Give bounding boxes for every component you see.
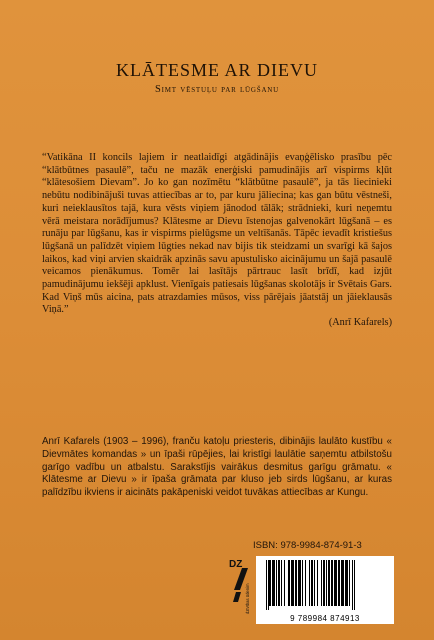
barcode-bar [281, 560, 282, 606]
author-bio [42, 436, 392, 500]
barcode-bar [278, 560, 280, 606]
publisher-logo [228, 556, 252, 616]
barcode-bar [334, 560, 337, 606]
barcode-bar [269, 560, 271, 606]
barcode-bar [276, 560, 277, 606]
barcode-bar [291, 560, 294, 606]
barcode-bar [341, 560, 344, 606]
author-bio-text: Anrī Kafarels (1903 – 1996), franču katoļu priesteris, dibinājis laulāto kustību « Dievmātes komandas » un īpaši rūpējies, lai kristīgi laulātie saņemtu atbilstošu garīgo vadību un atbalstu. Sarakstījis vairākus desmitus garīgu grāmatu. « Klātesme ar Dievu » ir īpaša grāmata par kluso jeb sirds lūgšanu, ar kuras palīdzību ikviens ir aicināts pakāpeniski veidot tuvākas attiecības ar Kungu. [42, 436, 392, 499]
publisher-logo-text: dzīvības ūdenim [245, 583, 250, 614]
barcode-bar [331, 560, 333, 606]
barcode-bar [298, 560, 301, 606]
barcode-bars [256, 556, 394, 612]
barcode-bar [305, 560, 306, 606]
barcode-bar [317, 560, 318, 606]
barcode-bar [326, 560, 327, 606]
isbn-label: ISBN: 978-9984-874-91-3 [253, 540, 362, 551]
quote-text: “Vatikāna II koncils lajiem ir neatlaidīgi atgādinājis evaņģēlisko prasību pēc “klātbūtnes pasaulē”, taču ne mazāk enerģiski pamudinājis arī vispirms kļūt “klātesošiem Dievam”. Jo ko gan nozīmētu “klātbūtne pasaulē”, ja tās liecinieki nebūtu nodibinājuši tuvas attiecības ar to, par kuru jāliecina; kas gan būtu vēstneši, kuri neieklausītos tajā, kura vēsts viņiem jānodod tālāk; strādnieki, kuri neņemtu vērā meistara norādījumus? Klātesme ar Dievu īstenojas galvenokārt lūgšanā – es runāju par lūgšanu, kas ir vispirms pielūgsme un veltīšanās. Tāpēc ievadīt kristiešus lūgšanā un palīdzēt viņiem lūgties nekad nav bijis tik steidzami un svarīgi kā šajos laikos, kad viņi arvien skaidrāk apzinās savu apustulisko aicinājumu un šajā pasaulē veicamos pienākumus. Tomēr lai lasītājs pārtrauc lasīt brīdī, kad izjūt pamudinājumu iekšēji apklust. Vienīgais patiesais lūgšanas skolotājs ir Svētais Gars. Kad Viņš mūs aicina, pats atrazdamies mūsos, viss pārējais jāatstāj un jāieklausās Viņā.” [42, 152, 392, 316]
book-subtitle: Simt vēstuļu par lūgšanu [154, 84, 280, 95]
barcode-bar [295, 560, 297, 606]
barcode-bar [352, 560, 353, 610]
barcode-bar [349, 560, 350, 606]
barcode-bar [288, 560, 290, 606]
barcode-bar [268, 560, 269, 610]
book-title: KLĀTESME AR DIEVU [116, 60, 318, 80]
barcode-bar [309, 560, 310, 606]
quote-block [42, 152, 392, 330]
barcode-bar [323, 560, 325, 606]
barcode-bar [328, 560, 330, 606]
quote-author: (Anrī Kafarels) [328, 317, 392, 329]
barcode-bar [345, 560, 348, 606]
barcode-bar [321, 560, 322, 606]
barcode-digits: 9 789984 874913 [290, 614, 360, 623]
barcode-bar [284, 560, 285, 606]
barcode-bar [338, 560, 340, 606]
publisher-logo-mark: DZ [229, 559, 243, 570]
publisher-logo-icon [228, 556, 252, 616]
barcode-bar [314, 560, 315, 606]
barcode-bar [272, 560, 275, 606]
barcode-bar [266, 560, 267, 610]
barcode-bar [354, 560, 355, 610]
barcode [256, 556, 394, 624]
barcode-bar [302, 560, 303, 606]
barcode-bar [311, 560, 313, 606]
